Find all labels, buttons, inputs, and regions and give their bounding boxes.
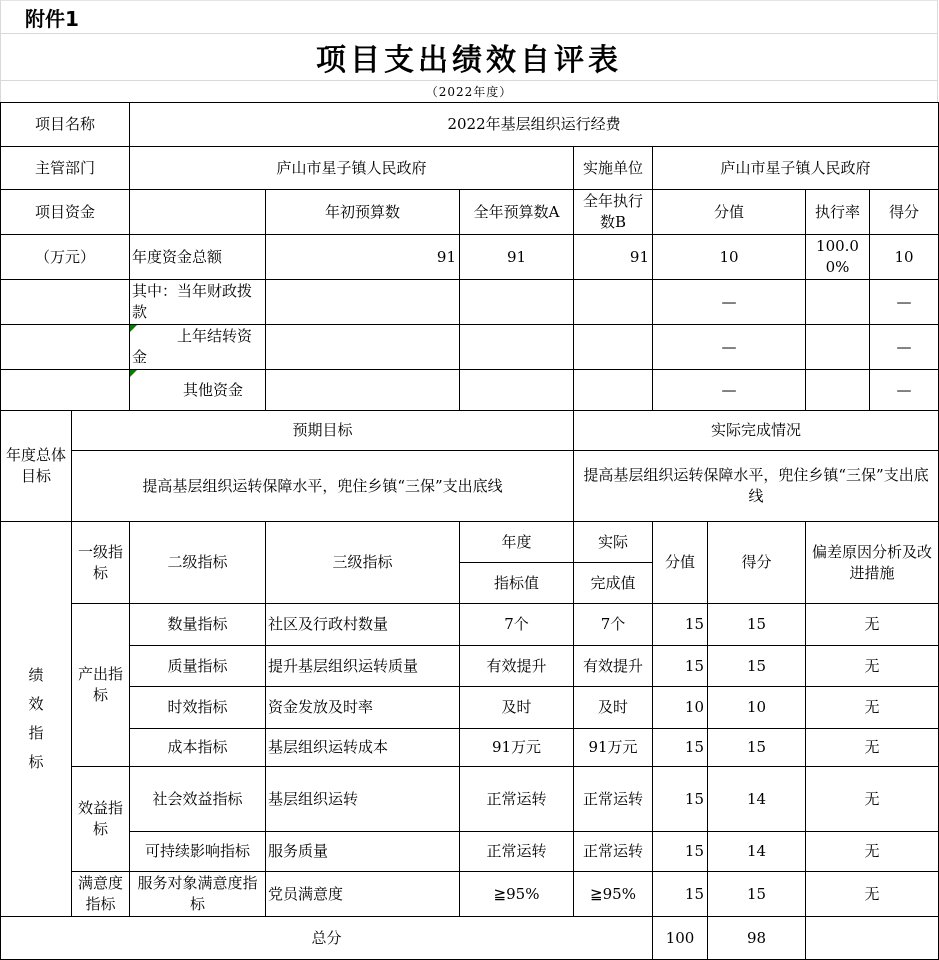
page-title: 项目支出绩效自评表	[316, 43, 622, 78]
self-evaluation-table	[0, 102, 939, 960]
funds-total-annual-budget-cell: 91	[460, 235, 574, 280]
funds-row-empty-cell	[1, 280, 130, 325]
level3-cell: 党员满意度	[266, 872, 460, 917]
implement-unit-label-cell: 实施单位	[574, 147, 653, 190]
table-row	[1, 767, 939, 832]
funds-other-score-cell: —	[870, 370, 939, 411]
funds-execution-rate-header-cell: 执行率	[806, 190, 870, 235]
funds-other-label-cell	[130, 370, 266, 411]
table-row	[1, 103, 939, 147]
score-value-cell: 10	[653, 687, 708, 729]
project-name-label-cell: 项目名称	[1, 103, 130, 147]
level1-output-cell: 产出指标	[72, 604, 130, 767]
level2-cell: 质量指标	[130, 646, 266, 687]
table-row	[1, 370, 939, 411]
level2-cell: 服务对象满意度指标	[130, 872, 266, 917]
funds-total-score-cell: 10	[870, 235, 939, 280]
indicators-deviation-header-cell: 偏差原因分析及改进措施	[806, 522, 939, 604]
funds-other-label: 其他资金	[183, 380, 244, 399]
empty-cell	[266, 280, 460, 325]
goal-actual-header-cell: 实际完成情况	[574, 411, 939, 451]
deviation-cell: 无	[806, 767, 939, 832]
table-row	[1, 729, 939, 767]
funds-carryover-score-value-cell: —	[653, 325, 806, 370]
total-score-cell: 98	[708, 917, 806, 960]
table-row	[1, 451, 939, 522]
score-cell: 15	[708, 729, 806, 767]
implement-unit-value-cell: 庐山市星子镇人民政府	[653, 147, 939, 190]
funds-fiscal-score-cell: —	[870, 280, 939, 325]
funds-total-label-cell: 年度资金总额	[130, 235, 266, 280]
title-row	[1, 34, 937, 81]
actual-cell: 91万元	[574, 729, 653, 767]
goal-section-label-cell: 年度总体目标	[1, 411, 72, 522]
funds-section-label-cell: 项目资金	[1, 190, 130, 235]
indicators-section-label-cell	[1, 522, 72, 917]
funds-row-empty-cell	[1, 325, 130, 370]
empty-cell	[460, 280, 574, 325]
indicators-target-value-header-cell: 指标值	[460, 563, 574, 604]
goal-actual-text-cell: 提高基层组织运转保障水平，兜住乡镇“三保”支出底线	[574, 451, 939, 522]
score-cell: 15	[708, 872, 806, 917]
deviation-cell: 无	[806, 604, 939, 646]
score-cell: 14	[708, 767, 806, 832]
funds-score-header-cell: 得分	[870, 190, 939, 235]
level2-cell: 时效指标	[130, 687, 266, 729]
funds-row-empty-cell	[1, 370, 130, 411]
target-cell: 有效提升	[460, 646, 574, 687]
funds-fiscal-label-cell: 其中：当年财政拨款	[130, 280, 266, 325]
funds-initial-budget-header-cell: 年初预算数	[266, 190, 460, 235]
total-deviation-empty-cell	[806, 917, 939, 960]
indicators-level3-header-cell: 三级指标	[266, 522, 460, 604]
target-cell: 及时	[460, 687, 574, 729]
score-value-cell: 15	[653, 767, 708, 832]
funds-annual-execution-header-cell: 全年执行数B	[574, 190, 653, 235]
empty-cell	[574, 325, 653, 370]
excel-corner-flag-icon	[130, 325, 137, 332]
total-score-value-cell: 100	[653, 917, 708, 960]
department-label-cell: 主管部门	[1, 147, 130, 190]
table-row	[1, 917, 939, 960]
funds-fiscal-score-value-cell: —	[653, 280, 806, 325]
table-row	[1, 147, 939, 190]
score-value-cell: 15	[653, 832, 708, 872]
actual-cell: ≧95%	[574, 872, 653, 917]
table-row	[1, 325, 939, 370]
funds-empty-cell	[130, 190, 266, 235]
funds-total-score-value-cell: 10	[653, 235, 806, 280]
empty-cell	[460, 325, 574, 370]
level3-cell: 提升基层组织运转质量	[266, 646, 460, 687]
actual-cell: 有效提升	[574, 646, 653, 687]
empty-cell	[806, 370, 870, 411]
table-row	[1, 190, 939, 235]
score-value-cell: 15	[653, 729, 708, 767]
level1-benefit-cell: 效益指标	[72, 767, 130, 872]
empty-cell	[574, 370, 653, 411]
attachment-row	[1, 1, 937, 34]
target-cell: 91万元	[460, 729, 574, 767]
score-value-cell: 15	[653, 604, 708, 646]
indicators-annual-header-cell: 年度	[460, 522, 574, 563]
funds-carryover-label-cell	[130, 325, 266, 370]
deviation-cell: 无	[806, 872, 939, 917]
level2-cell: 社会效益指标	[130, 767, 266, 832]
level1-satisfaction-cell: 满意度指标	[72, 872, 130, 917]
score-cell: 14	[708, 832, 806, 872]
score-value-cell: 15	[653, 872, 708, 917]
deviation-cell: 无	[806, 646, 939, 687]
level2-cell: 可持续影响指标	[130, 832, 266, 872]
score-cell: 10	[708, 687, 806, 729]
deviation-cell: 无	[806, 832, 939, 872]
funds-total-initial-budget-cell: 91	[266, 235, 460, 280]
empty-cell	[266, 370, 460, 411]
funds-other-score-value-cell: —	[653, 370, 806, 411]
funds-total-annual-execution-cell: 91	[574, 235, 653, 280]
funds-unit-label-cell: （万元）	[1, 235, 130, 280]
deviation-cell: 无	[806, 729, 939, 767]
indicators-level1-header-cell: 一级指标	[72, 522, 130, 604]
actual-cell: 正常运转	[574, 767, 653, 832]
table-row	[1, 832, 939, 872]
empty-cell	[806, 325, 870, 370]
indicators-score-value-header-cell: 分值	[653, 522, 708, 604]
subtitle-row	[1, 81, 937, 102]
table-row	[1, 280, 939, 325]
funds-carryover-score-cell: —	[870, 325, 939, 370]
table-row	[1, 872, 939, 917]
deviation-cell: 无	[806, 687, 939, 729]
indicators-actual-header-cell: 实际	[574, 522, 653, 563]
level3-cell: 资金发放及时率	[266, 687, 460, 729]
total-score-label-cell: 总分	[1, 917, 653, 960]
indicators-section-label: 绩效指标	[28, 665, 44, 772]
level3-cell: 基层组织运转	[266, 767, 460, 832]
table-row	[1, 687, 939, 729]
empty-cell	[266, 325, 460, 370]
level2-cell: 数量指标	[130, 604, 266, 646]
level3-cell: 社区及行政村数量	[266, 604, 460, 646]
score-cell: 15	[708, 604, 806, 646]
project-name-value-cell: 2022年基层组织运行经费	[130, 103, 939, 147]
empty-cell	[806, 280, 870, 325]
target-cell: 正常运转	[460, 832, 574, 872]
goal-expected-text-cell: 提高基层组织运转保障水平，兜住乡镇“三保”支出底线	[72, 451, 574, 522]
target-cell: 7个	[460, 604, 574, 646]
indicators-score-header-cell: 得分	[708, 522, 806, 604]
actual-cell: 正常运转	[574, 832, 653, 872]
actual-cell: 7个	[574, 604, 653, 646]
department-value-cell: 庐山市星子镇人民政府	[130, 147, 574, 190]
table-row	[1, 604, 939, 646]
goal-expected-header-cell: 预期目标	[72, 411, 574, 451]
funds-score-value-header-cell: 分值	[653, 190, 806, 235]
indicators-level2-header-cell: 二级指标	[130, 522, 266, 604]
excel-corner-flag-icon	[130, 370, 137, 377]
empty-cell	[574, 280, 653, 325]
score-cell: 15	[708, 646, 806, 687]
sheet-header-area	[0, 0, 938, 102]
funds-annual-budget-header-cell: 全年预算数A	[460, 190, 574, 235]
level3-cell: 基层组织运转成本	[266, 729, 460, 767]
table-row	[1, 646, 939, 687]
level2-cell: 成本指标	[130, 729, 266, 767]
table-row	[1, 235, 939, 280]
table-row	[1, 411, 939, 451]
funds-total-execution-rate-cell: 100.00%	[806, 235, 870, 280]
page-subtitle: （2022年度）	[425, 85, 513, 99]
table-row	[1, 522, 939, 563]
funds-carryover-label: 上年结转资金	[132, 327, 253, 366]
level3-cell: 服务质量	[266, 832, 460, 872]
score-value-cell: 15	[653, 646, 708, 687]
attachment-label: 附件1	[25, 6, 79, 31]
target-cell: 正常运转	[460, 767, 574, 832]
actual-cell: 及时	[574, 687, 653, 729]
empty-cell	[460, 370, 574, 411]
indicators-actual-value-header-cell: 完成值	[574, 563, 653, 604]
target-cell: ≧95%	[460, 872, 574, 917]
